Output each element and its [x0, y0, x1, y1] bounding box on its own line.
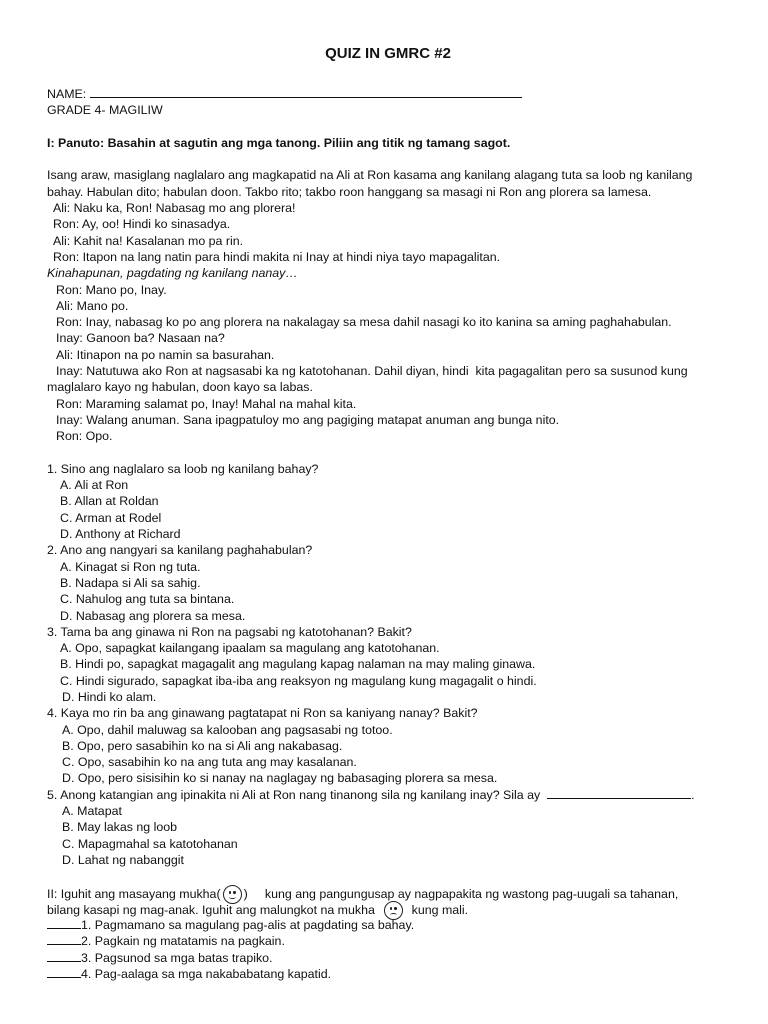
answer-blank[interactable]: [47, 918, 81, 929]
grade-line: GRADE 4- MAGILIW: [47, 103, 163, 118]
choice-c[interactable]: C. Nahulog ang tuta sa bintana.: [60, 592, 235, 607]
dialogue-line: Inay: Ganoon ba? Nasaan na?: [56, 331, 225, 346]
choice-d[interactable]: D. Nabasag ang plorera sa mesa.: [60, 608, 246, 623]
question-4: [47, 705, 727, 786]
choice-c[interactable]: C. Hindi sigurado, sapagkat iba-iba ang reaksyon ng magulang kung magagalit o hindi.: [60, 673, 537, 688]
story-paragraph-line: bahay. Habulan dito; habulan doon. Takbo rito; takbo roon hanggang sa masagi ni Ron ang plorera sa lamesa.: [47, 184, 652, 199]
quiz-title: QUIZ IN GMRC #2: [325, 45, 451, 62]
choice-c[interactable]: C. Opo, sasabihin ko na ang tuta ang may kasalanan.: [62, 755, 357, 770]
choice-b[interactable]: B. Nadapa si Ali sa sahig.: [60, 575, 201, 590]
quiz-page: [47, 44, 727, 982]
list-item: [47, 917, 727, 933]
dialogue-line: Ali: Naku ka, Ron! Nabasag mo ang plorera!: [53, 201, 296, 216]
dialogue-line: maglalaro kayo ng habulan, doon kayo sa labas.: [47, 380, 313, 395]
question-3: [47, 624, 727, 705]
part2-text: kung mali.: [411, 902, 469, 917]
choice-a[interactable]: A. Opo, sapagkat kailangang ipaalam sa magulang ang katotohanan.: [60, 641, 440, 656]
dialogue-line: Inay: Natutuwa ako Ron at nagsasabi ka ng katotohanan. Dahil diyan, hindi kita pagagalitan pero sa susunod kung: [56, 364, 688, 379]
item-text: 2. Pagkain ng matatamis na pagkain.: [81, 934, 285, 949]
choice-d[interactable]: D. Hindi ko alam.: [62, 689, 157, 704]
question-text-content: 5. Anong katangian ang ipinakita ni Ali at Ron nang tinanong sila ng kanilang inay? Sila ay: [47, 787, 541, 802]
question-text: 1. Sino ang naglalaro sa loob ng kanilang bahay?: [47, 461, 319, 476]
dialogue-line: Ron: Opo.: [56, 429, 113, 444]
choice-a[interactable]: A. Matapat: [62, 804, 122, 819]
question-text: 2. Ano ang nangyari sa kanilang paghahabulan?: [47, 543, 313, 558]
dialogue-line: Ron: Ay, oo! Hindi ko sinasadya.: [53, 217, 231, 232]
dialogue-line: Ali: Mano po.: [56, 298, 129, 313]
choice-b[interactable]: B. Opo, pero sasabihin ko na si Ali ang nakabasag.: [62, 738, 343, 753]
list-item: [47, 950, 727, 966]
question-2: [47, 542, 727, 623]
part2-instruction-line: [47, 901, 727, 917]
part2-instruction-line: [47, 885, 727, 901]
choice-a[interactable]: A. Ali at Ron: [60, 478, 129, 493]
choice-a[interactable]: A. Kinagat si Ron ng tuta.: [60, 559, 201, 574]
dialogue-line: Ali: Itinapon na po namin sa basurahan.: [56, 347, 275, 362]
answer-blank[interactable]: [47, 967, 81, 978]
part2-items: [47, 917, 727, 982]
choice-b[interactable]: B. Hindi po, sapagkat magagalit ang magulang kapag nalaman na may maling ginawa.: [60, 657, 536, 672]
choice-d[interactable]: D. Opo, pero sisisihin ko si nanay na naglagay ng babasaging plorera sa mesa.: [62, 771, 498, 786]
dialogue-line: Ron: Inay, nabasag ko po ang plorera na nakalagay sa mesa dahil nasagi ko ito kanina sa aming paghahabulan.: [56, 315, 672, 330]
dialogue-line: Ali: Kahit na! Kasalanan mo pa rin.: [53, 233, 244, 248]
choice-b[interactable]: B. Allan at Roldan: [60, 494, 159, 509]
instruction-part1: I: Panuto: Basahin at sagutin ang mga tanong. Piliin ang titik ng tamang sagot.: [47, 135, 511, 150]
item-text: 3. Pagsunod sa mga batas trapiko.: [81, 950, 273, 965]
item-text: 4. Pag-aalaga sa mga nakababatang kapatid.: [81, 967, 332, 982]
choice-d[interactable]: D. Lahat ng nabanggit: [62, 852, 184, 867]
part2-text: bilang kasapi ng mag-anak. Iguhit ang malungkot na mukha: [47, 902, 375, 917]
story: [47, 167, 727, 444]
list-item: [47, 966, 727, 982]
happy-face-icon: [223, 885, 242, 904]
choice-c[interactable]: C. Mapagmahal sa katotohanan: [62, 836, 238, 851]
choice-c[interactable]: C. Arman at Rodel: [60, 510, 162, 525]
part2-text: ) kung ang pangungusap ay nagpapakita ng wastong pag-uugali sa tahanan,: [243, 886, 679, 901]
answer-blank[interactable]: [547, 788, 691, 799]
narration-line: Kinahapunan, pagdating ng kanilang nanay…: [47, 266, 298, 281]
dialogue-line: Inay: Walang anuman. Sana ipagpatuloy mo ang pagiging matapat anuman ang bunga nito.: [56, 412, 560, 427]
name-line: [47, 86, 727, 102]
part2-text: II: Iguhit ang masayang mukha(: [47, 886, 221, 901]
question-1: [47, 461, 727, 542]
name-label: NAME:: [47, 87, 87, 101]
part2-instruction: [47, 885, 727, 918]
dialogue-line: Ron: Maraming salamat po, Inay! Mahal na mahal kita.: [56, 396, 357, 411]
dialogue-line: Ron: Itapon na lang natin para hindi makita ni Inay at hindi niya tayo mapagalitan.: [53, 249, 501, 264]
dialogue-line: Ron: Mano po, Inay.: [56, 282, 167, 297]
question-text: 5. Anong katangian ang ipinakita ni Ali at Ron nang tinanong sila ng kanilang inay? Sila ay .: [47, 787, 695, 802]
name-blank[interactable]: [90, 87, 522, 98]
answer-blank[interactable]: [47, 934, 81, 945]
answer-blank[interactable]: [47, 951, 81, 962]
choice-d[interactable]: D. Anthony at Richard: [60, 527, 181, 542]
sad-face-icon: [384, 901, 403, 920]
item-text: 1. Pagmamano sa magulang pag-alis at pagdating sa bahay.: [81, 918, 415, 933]
question-text: 3. Tama ba ang ginawa ni Ron na pagsabi ng katotohanan? Bakit?: [47, 624, 412, 639]
story-paragraph-line: Isang araw, masiglang naglalaro ang magkapatid na Ali at Ron kasama ang kanilang alagang tuta sa loob ng kanilang: [47, 168, 693, 183]
choice-a[interactable]: A. Opo, dahil maluwag sa kalooban ang pagsasabi ng totoo.: [62, 722, 393, 737]
question-text: 4. Kaya mo rin ba ang ginawang pagtatapat ni Ron sa kaniyang nanay? Bakit?: [47, 706, 478, 721]
choice-b[interactable]: B. May lakas ng loob: [62, 820, 178, 835]
question-5: [47, 787, 727, 868]
list-item: [47, 933, 727, 949]
